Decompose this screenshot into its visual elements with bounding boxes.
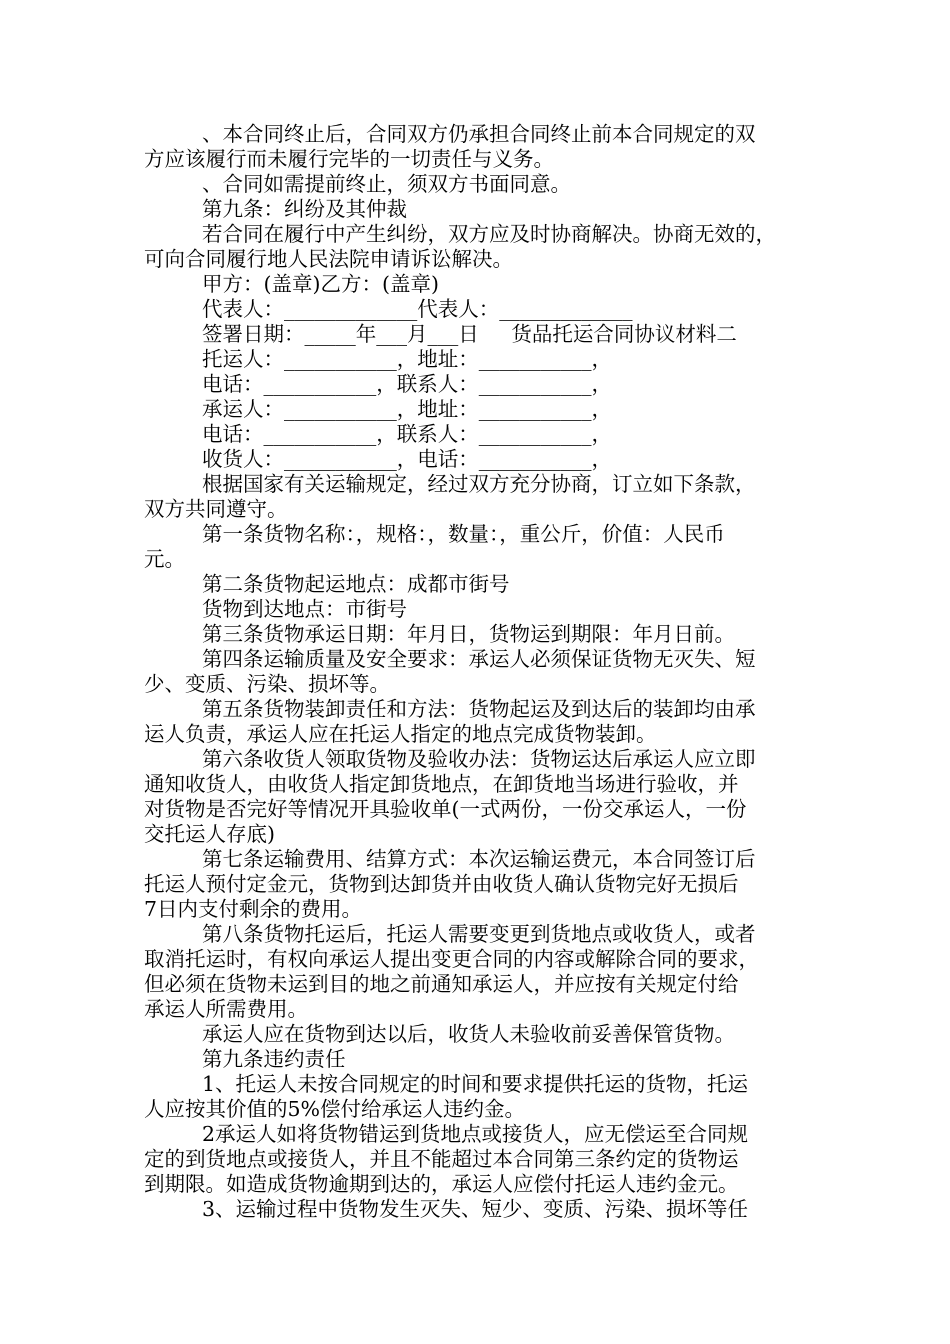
document-line: 双方共同遵守。 bbox=[144, 497, 288, 521]
document-line: 3、运输过程中货物发生灭失、短少、变质、污染、损坏等任 bbox=[202, 1197, 749, 1221]
document-line: 甲方：(盖章)乙方：(盖章) bbox=[202, 272, 439, 296]
document-line: 第五条货物装卸责任和方法：货物起运及到达后的装卸均由承 bbox=[202, 697, 756, 721]
document-line: 承运人应在货物到达以后，收货人未验收前妥善保管货物。 bbox=[202, 1022, 735, 1046]
document-line: 交托运人存底) bbox=[144, 822, 275, 846]
document-line: 少、变质、污染、损坏等。 bbox=[144, 672, 390, 696]
document-line: 方应该履行而未履行完毕的一切责任与义务。 bbox=[144, 147, 554, 171]
document-line: 第七条运输费用、结算方式：本次运输运费元，本合同签订后 bbox=[202, 847, 756, 871]
document-line: 根据国家有关运输规定，经过双方充分协商，订立如下条款， bbox=[202, 472, 756, 496]
document-line: 第九条违约责任 bbox=[202, 1047, 346, 1071]
document-line: 7日内支付剩余的费用。 bbox=[144, 897, 363, 921]
document-line: 但必须在货物未运到目的地之前通知承运人，并应按有关规定付给 bbox=[144, 972, 739, 996]
document-line: 代表人：_____________代表人：_____________ bbox=[202, 297, 633, 321]
document-line: 托运人：___________，地址：___________， bbox=[202, 347, 612, 371]
document-line: 托运人预付定金元，货物到达卸货并由收货人确认货物完好无损后 bbox=[144, 872, 739, 896]
document-line: 第三条货物承运日期：年月日，货物运到期限：年月日前。 bbox=[202, 622, 735, 646]
document-line: 1、托运人未按合同规定的时间和要求提供托运的货物，托运 bbox=[202, 1072, 749, 1096]
document-line: 货物到达地点：市街号 bbox=[202, 597, 407, 621]
document-line: 第六条收货人领取货物及验收办法：货物运达后承运人应立即 bbox=[202, 747, 756, 771]
document-line: 若合同在履行中产生纠纷，双方应及时协商解决。协商无效的， bbox=[202, 222, 776, 246]
document-line: 取消托运时，有权向承运人提出变更合同的内容或解除合同的要求， bbox=[144, 947, 759, 971]
document-line: 人应按其价值的5%偿付给承运人违约金。 bbox=[144, 1097, 526, 1121]
document-line: 通知收货人，由收货人指定卸货地点，在卸货地当场进行验收，并 bbox=[144, 772, 739, 796]
document-line: 第八条货物托运后，托运人需要变更到货地点或收货人，或者 bbox=[202, 922, 756, 946]
document-line: 第二条货物起运地点：成都市街号 bbox=[202, 572, 510, 596]
document-line: 电话：___________，联系人：___________， bbox=[202, 422, 612, 446]
document-line: 元。 bbox=[144, 547, 185, 571]
document-line: 到期限。如造成货物逾期到达的，承运人应偿付托运人违约金元。 bbox=[144, 1172, 739, 1196]
document-line: 运人负责，承运人应在托运人指定的地点完成货物装卸。 bbox=[144, 722, 657, 746]
document-line: 可向合同履行地人民法院申请诉讼解决。 bbox=[144, 247, 513, 271]
document-line: 、合同如需提前终止，须双方书面同意。 bbox=[202, 172, 571, 196]
document-line: 承运人：___________，地址：___________， bbox=[202, 397, 612, 421]
document-line: 定的到货地点或接货人，并且不能超过本合同第三条约定的货物运 bbox=[144, 1147, 739, 1171]
document-line: 2承运人如将货物错运到货地点或接货人，应无偿运至合同规 bbox=[202, 1122, 749, 1146]
document-page bbox=[144, 122, 816, 1222]
document-line: 第九条：纠纷及其仲裁 bbox=[202, 197, 407, 221]
document-line: 电话：___________，联系人：___________， bbox=[202, 372, 612, 396]
document-line: 第一条货物名称：，规格：，数量：，重公斤，价值：人民币 bbox=[202, 522, 725, 546]
document-line: 对货物是否完好等情况开具验收单(一式两份，一份交承运人，一份 bbox=[144, 797, 747, 821]
document-line: 第四条运输质量及安全要求：承运人必须保证货物无灭失、短 bbox=[202, 647, 756, 671]
document-line: 承运人所需费用。 bbox=[144, 997, 308, 1021]
document-line: 收货人：___________，电话：___________， bbox=[202, 447, 612, 471]
document-line: 签署日期：_____年___月___日 货品托运合同协议材料二 bbox=[202, 322, 737, 346]
document-line: 、本合同终止后，合同双方仍承担合同终止前本合同规定的双 bbox=[202, 122, 756, 146]
